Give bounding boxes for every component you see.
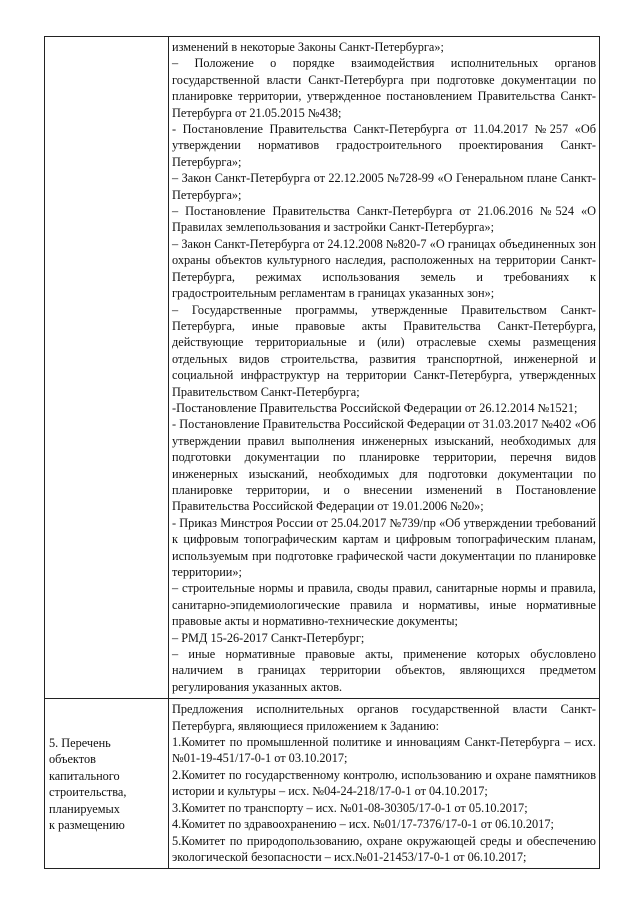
row-label-cell — [45, 37, 169, 699]
list-item: – Закон Санкт-Петербурга от 22.12.2005 №728-99 «О Генеральном плане Санкт-Петербурга»; — [172, 171, 596, 202]
list-item: 2.Комитет по государственному контролю, использованию и охране памятников истории и культуры – исх. №04-24-218/17-0-1 от 04.10.2017; — [172, 767, 596, 799]
list-item: 1.Комитет по промышленной политике и инновациям Санкт-Петербурга – исх. №01-19-451/17-0-1 от 03.10.2017; — [172, 735, 596, 766]
list-item: – РМД 15-26-2017 Санкт-Петербург; — [172, 630, 365, 645]
list-item: – Постановление Правительства Санкт-Петербурга от 21.06.2016 №524 «О Правилах землепользования и застройки Санкт-Петербурга»; — [172, 204, 596, 235]
list-item: – Положение о порядке взаимодействия исполнительных органов государственной власти Санкт-Петербурга при подготовке документации по планировке территории, утвержденное постановлением Правительства Санкт-Петербурга от 21.05.2015 №438; — [172, 56, 596, 120]
row-label-cell — [45, 699, 169, 869]
row-content-cell — [169, 37, 600, 699]
list-item: - Приказ Минстроя России от 25.04.2017 №739/пр «Об утверждении требований к цифровым топографическим картам и цифровым топографическим планам, используемым при подготовке графической части документации по планировке территории»; — [172, 515, 596, 579]
list-item: – иные нормативные правовые акты, применение которых обусловлено наличием в границах территории объектов, являющихся предметом регулирования указанных актов. — [172, 647, 596, 694]
table-row — [45, 699, 600, 869]
list-item: 4.Комитет по здравоохранению – исх. №01/17-7376/17-0-1 от 06.10.2017; — [172, 817, 554, 832]
requirements-table — [44, 36, 600, 869]
list-item: 3.Комитет по транспорту – исх. №01-08-30305/17-0-1 от 05.10.2017; — [172, 800, 528, 815]
list-item: - Постановление Правительства Российской Федерации от 31.03.2017 №402 «Об утверждении правил выполнения инженерных изысканий, необходимых для подготовки документации по планировке территории, перечня видов инженерных изысканий, необходимых для подготовки документации по планировке территории, и о внесении изменений в Постановление Правительства Российской Федерации от 19.01.2006 №20»; — [172, 417, 596, 514]
list-item: - Постановление Правительства Санкт-Петербурга от 11.04.2017 №257 «Об утверждении нормативов градостроительного проектирования Санкт-Петербурга»; — [172, 122, 596, 169]
row-label-line: к размещению — [49, 818, 125, 833]
list-item: Предложения исполнительных органов государственной власти Санкт-Петербурга, являющиеся приложением к Заданию: — [172, 702, 596, 733]
list-item: 5.Комитет по природопользованию, охране окружающей среды и обеспечению экологической безопасности – исх.№01-21453/17-0-1 от 06.10.2017; — [172, 833, 596, 864]
list-item: – строительные нормы и правила, своды правил, санитарные нормы и правила, санитарно-эпидемиологические правила и нормативы, иные нормативные правовые акты и нормативно-технические документы; — [172, 581, 596, 629]
row-content-cell — [169, 699, 600, 869]
row-label-line: 5. Перечень — [49, 735, 111, 750]
row-label-line: планируемых — [49, 801, 120, 816]
table-row — [45, 37, 600, 699]
list-item: – Государственные программы, утвержденные Правительством Санкт-Петербурга, иные правовые акты Правительства Санкт-Петербурга, действующие территориальные и (или) отраслевые схемы размещения отдельных видов строительства, развития транспортной, инженерной и социальной инфраструктур на территории Санкт-Петербурга, утвержденных Правительством Санкт-Петербурга; — [172, 302, 596, 399]
list-item: – Закон Санкт-Петербурга от 24.12.2008 №820-7 «О границах объединенных зон охраны объектов культурного наследия, расположенных на территории Санкт-Петербурга, режимах использования земель и требованиях к градостроительным регламентам в границах указанных зон»; — [172, 236, 596, 301]
list-item: изменений в некоторые Законы Санкт-Петербурга»; — [172, 40, 444, 54]
row-label-line: капитального — [49, 768, 120, 783]
list-item: -Постановление Правительства Российской Федерации от 26.12.2014 №1521; — [172, 400, 578, 415]
row-label-line: объектов — [49, 752, 96, 767]
row-label-line: строительства, — [49, 785, 127, 800]
